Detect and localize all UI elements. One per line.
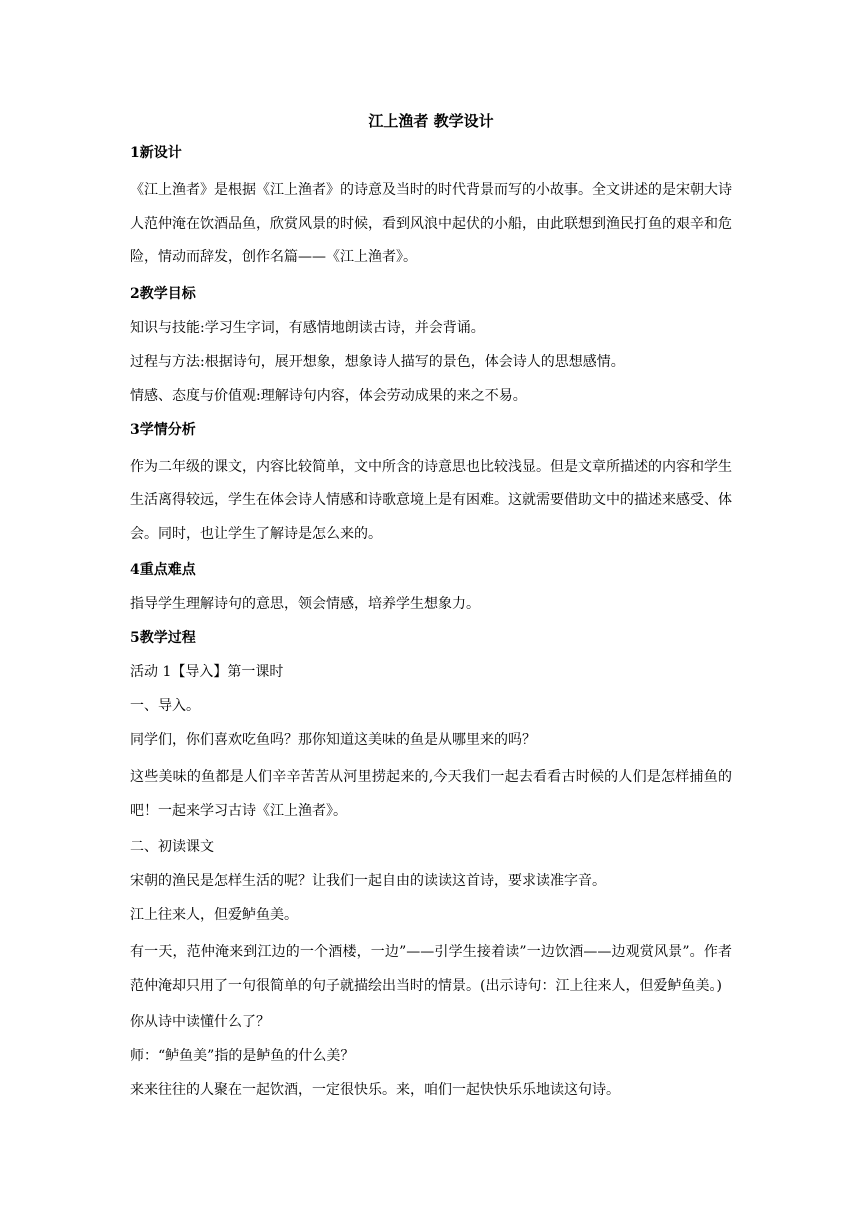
section-heading-goals: 2教学目标: [130, 285, 196, 302]
process-step-first-reading: 二、初读课文: [130, 839, 214, 855]
section-text-key-points: 指导学生理解诗句的意思，领会情感，培养学生想象力。: [130, 596, 480, 612]
section-heading-student-analysis: 3学情分析: [130, 421, 196, 438]
section-heading-process: 5教学过程: [130, 630, 196, 646]
section-heading-key-points: 4重点难点: [130, 562, 196, 578]
document-title: 江上渔者 教学设计: [368, 112, 494, 130]
process-text-song-dynasty: 宋朝的渔民是怎样生活的呢？让我们一起自由的读读这首诗，要求读准字音。: [130, 873, 606, 889]
goal-knowledge-skills: 知识与技能:学习生字词，有感情地朗读古诗，并会背诵。: [130, 319, 485, 336]
goal-emotion-values: 情感、态度与价值观:理解诗句内容，体会劳动成果的来之不易。: [130, 387, 527, 404]
document-page: [130, 108, 732, 1111]
process-activity-1: 活动 1【导入】第一课时: [130, 664, 284, 680]
process-step-intro: 一、导入。: [130, 698, 200, 714]
goal-process-methods: 过程与方法:根据诗句，展开想象，想象诗人描写的景色，体会诗人的思想感情。: [130, 353, 625, 370]
process-text-read-together: 来来往往的人聚在一起饮酒，一定很快乐。来，咱们一起快快乐乐地读这句诗。: [130, 1082, 620, 1098]
process-text-teacher-question: 师：“鲈鱼美”指的是鲈鱼的什么美？: [130, 1048, 355, 1064]
process-poem-line: 江上往来人，但爱鲈鱼美。: [130, 907, 298, 923]
section-text-new-design: 《江上渔者》是根据《江上渔者》的诗意及当时的时代背景而写的小故事。全文讲述的是宋朝大诗人范仲淹在饮酒品鱼，欣赏风景的时候，看到风浪中起伏的小船，由此联想到渔民打鱼的艰辛和危险，情动而辞发，创作名篇——《江上渔者》。: [130, 182, 732, 265]
process-text-fish: 这些美味的鱼都是人们辛辛苦苦从河里捞起来的,今天我们一起去看看古时候的人们是怎样捕鱼的吧！一起来学习古诗《江上渔者》。: [130, 769, 732, 819]
process-text-question: 同学们，你们喜欢吃鱼吗？那你知道这美味的鱼是从哪里来的吗？: [130, 732, 536, 748]
process-text-fan-zhongyan: 有一天，范仲淹来到江边的一个酒楼，一边”——引学生接着读”一边饮酒——边观赏风景”。作者范仲淹却只用了一句很简单的句子就描绘出当时的情景。(出示诗句：江上往来人，但爱鲈鱼美。): [130, 944, 732, 994]
section-heading-new-design: 1新设计: [130, 145, 182, 161]
section-text-student-analysis: 作为二年级的课文，内容比较简单，文中所含的诗意思也比较浅显。但是文章所描述的内容和学生生活离得较远，学生在体会诗人情感和诗歌意境上是有困难。这就需要借助文中的描述来感受、体会。同时，也让学生了解诗是怎么来的。: [130, 458, 732, 542]
process-text-understanding: 你从诗中读懂什么了？: [130, 1014, 270, 1030]
